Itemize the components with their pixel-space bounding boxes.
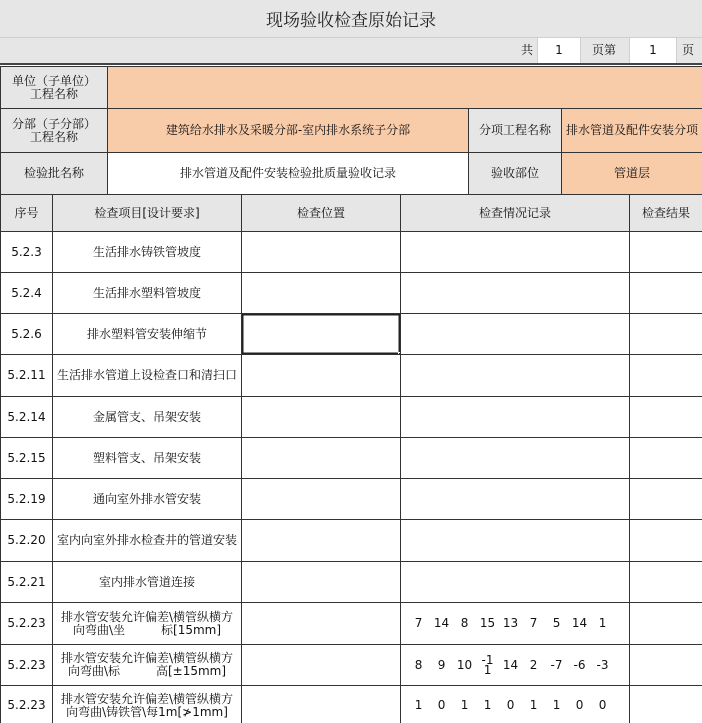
row-number: 5.2.14: [1, 397, 53, 438]
table-row: [1, 397, 702, 438]
row-number: 5.2.4: [1, 273, 53, 314]
row-record-cell[interactable]: [401, 603, 630, 645]
row-number: 5.2.23: [1, 686, 53, 723]
record-value: 5: [552, 616, 561, 630]
row-position-cell[interactable]: [242, 645, 401, 686]
table-row: [1, 686, 702, 723]
pager-page-suffix: 页: [682, 43, 695, 57]
col-header-no: 序号: [1, 195, 53, 232]
row-result-cell[interactable]: [630, 273, 702, 314]
location-label: 验收部位: [469, 153, 562, 195]
row-result-cell[interactable]: [630, 232, 702, 273]
record-value: 13: [502, 616, 519, 630]
row-item: 排水管安装允许偏差\横管纵横方向弯曲\坐 标[15mm]: [53, 603, 242, 645]
row-position-cell[interactable]: [242, 355, 401, 397]
row-record-cell[interactable]: [401, 232, 630, 273]
record-value: -6: [573, 657, 586, 672]
record-value: 14: [433, 616, 450, 630]
unit-name-label: 单位（子单位） 工程名称: [1, 67, 108, 109]
subitem-name-field[interactable]: 排水管道及配件安装分项: [562, 109, 702, 153]
record-value: 0: [506, 698, 515, 712]
record-value: 1: [414, 698, 423, 712]
row-position-cell[interactable]: [242, 273, 401, 314]
row-result-cell[interactable]: [630, 479, 702, 520]
record-value: -3: [596, 657, 609, 672]
table-row: [1, 645, 702, 686]
row-result-cell[interactable]: [630, 438, 702, 479]
fill-handle[interactable]: [398, 352, 401, 355]
record-value: 1: [460, 698, 469, 712]
row-item: 排水管安装允许偏差\横管纵横方向弯曲\铸铁管\每1m[≯1mm]: [53, 686, 242, 723]
record-value: 2: [529, 657, 538, 672]
row-position-cell[interactable]: [242, 479, 401, 520]
location-field[interactable]: 管道层: [562, 153, 702, 195]
row-result-cell[interactable]: [630, 314, 702, 355]
row-number: 5.2.21: [1, 562, 53, 603]
pager-page-label: 页第: [592, 43, 617, 57]
inspection-form: [0, 66, 702, 723]
row-number: 5.2.23: [1, 603, 53, 645]
row-item: 室内向室外排水检查井的管道安装: [53, 520, 242, 562]
col-header-item: 检查项目[设计要求]: [53, 195, 242, 232]
record-value: 0: [598, 698, 607, 712]
row-position-cell[interactable]: [242, 314, 401, 355]
row-position-cell[interactable]: [242, 520, 401, 562]
pager: [0, 38, 702, 65]
record-value: 14: [502, 657, 519, 672]
row-item: 室内排水管道连接: [53, 562, 242, 603]
record-value: 7: [414, 616, 423, 630]
record-value: 0: [575, 698, 584, 712]
division-name-label: 分部（子分部） 工程名称: [1, 109, 108, 153]
table-row: [1, 562, 702, 603]
row-item: 生活排水管道上设检查口和清扫口: [53, 355, 242, 397]
row-number: 5.2.20: [1, 520, 53, 562]
row-position-cell[interactable]: [242, 562, 401, 603]
row-number: 5.2.19: [1, 479, 53, 520]
record-value: 1: [529, 698, 538, 712]
row-item: 金属管支、吊架安装: [53, 397, 242, 438]
row-record-cell[interactable]: [401, 397, 630, 438]
pager-page-field[interactable]: 1: [629, 38, 677, 63]
row-item: 通向室外排水管安装: [53, 479, 242, 520]
col-header-record: 检查情况记录: [401, 195, 630, 232]
row-record-cell[interactable]: [401, 438, 630, 479]
row-record-cell[interactable]: [401, 645, 630, 686]
row-item: 生活排水铸铁管坡度: [53, 232, 242, 273]
row-record-cell[interactable]: [401, 273, 630, 314]
row-number: 5.2.6: [1, 314, 53, 355]
table-row: [1, 273, 702, 314]
table-row: [1, 355, 702, 397]
table-row: [1, 520, 702, 562]
record-value: 14: [571, 616, 588, 630]
row-item: 塑料管支、吊架安装: [53, 438, 242, 479]
row-item: 排水塑料管安装伸缩节: [53, 314, 242, 355]
table-row: [1, 479, 702, 520]
row-record-cell[interactable]: [401, 520, 630, 562]
record-value: -7: [550, 657, 563, 672]
row-result-cell[interactable]: [630, 355, 702, 397]
col-header-result: 检查结果: [630, 195, 702, 232]
row-record-cell[interactable]: [401, 562, 630, 603]
page-title: 现场验收检查原始记录: [0, 0, 702, 38]
pager-total-field[interactable]: 1: [537, 38, 581, 63]
row-result-cell[interactable]: [630, 397, 702, 438]
row-result-cell[interactable]: [630, 686, 702, 723]
row-item: 生活排水塑料管坡度: [53, 273, 242, 314]
record-value: 15: [479, 616, 496, 630]
record-value: 0: [437, 698, 446, 712]
table-row: [1, 438, 702, 479]
subitem-name-label: 分项工程名称: [469, 109, 562, 153]
row-result-cell[interactable]: [630, 603, 702, 645]
record-value: 8: [414, 657, 423, 672]
row-record-cell[interactable]: [401, 686, 630, 723]
row-result-cell[interactable]: [630, 520, 702, 562]
table-row: [1, 314, 702, 355]
record-value: 10: [456, 657, 473, 672]
row-number: 5.2.15: [1, 438, 53, 479]
record-value: -1 1: [481, 653, 494, 677]
table-row: [1, 232, 702, 273]
row-number: 5.2.3: [1, 232, 53, 273]
row-position-cell[interactable]: [242, 232, 401, 273]
record-value: 1: [598, 616, 607, 630]
batch-name-label: 检验批名称: [1, 153, 108, 195]
pager-total-label: 共: [521, 43, 534, 57]
table-row: [1, 603, 702, 645]
record-value: 1: [552, 698, 561, 712]
row-record-cell[interactable]: [401, 479, 630, 520]
record-value: 1: [483, 698, 492, 712]
row-position-cell[interactable]: [242, 603, 401, 645]
row-number: 5.2.23: [1, 645, 53, 686]
record-value: 7: [529, 616, 538, 630]
row-position-cell[interactable]: [242, 397, 401, 438]
row-record-cell[interactable]: [401, 355, 630, 397]
batch-name-field[interactable]: 排水管道及配件安装检验批质量验收记录: [108, 153, 469, 195]
unit-name-field[interactable]: [108, 67, 702, 109]
record-value: 9: [437, 657, 446, 672]
row-record-cell[interactable]: [401, 314, 630, 355]
row-item: 排水管安装允许偏差\横管纵横方向弯曲\标 高[±15mm]: [53, 645, 242, 686]
row-result-cell[interactable]: [630, 645, 702, 686]
row-number: 5.2.11: [1, 355, 53, 397]
row-result-cell[interactable]: [630, 562, 702, 603]
row-position-cell[interactable]: [242, 438, 401, 479]
division-name-field[interactable]: 建筑给水排水及采暖分部-室内排水系统子分部: [108, 109, 469, 153]
record-value: 8: [460, 616, 469, 630]
row-position-cell[interactable]: [242, 686, 401, 723]
col-header-position: 检查位置: [242, 195, 401, 232]
